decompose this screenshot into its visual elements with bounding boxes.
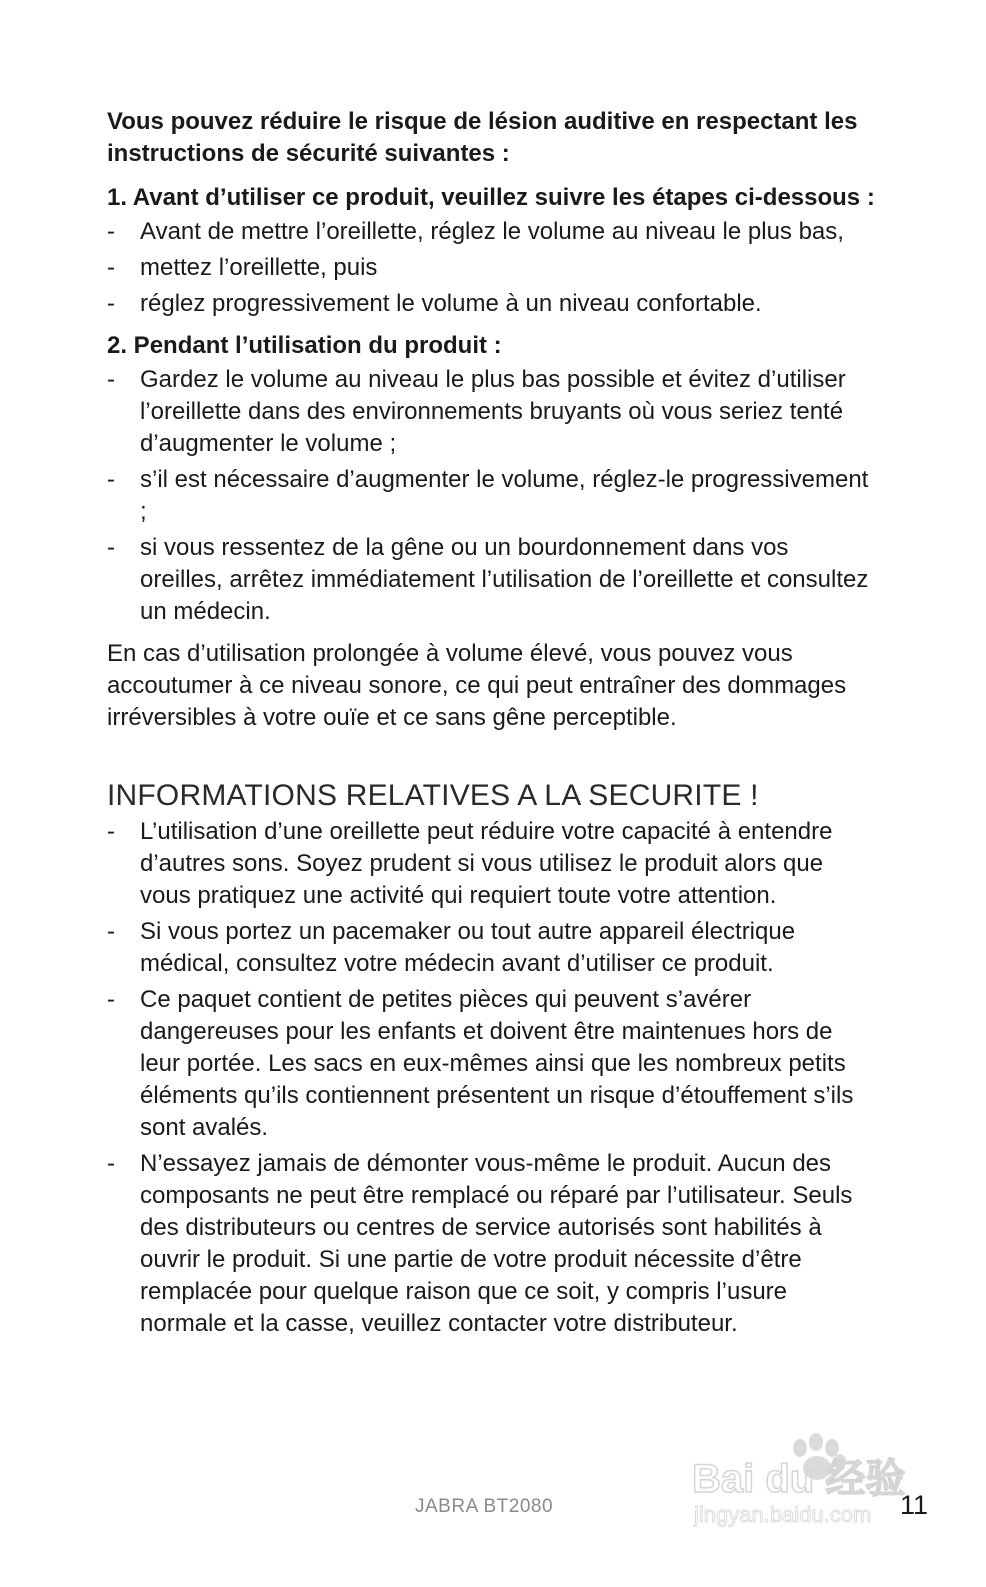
list-item-text: Avant de mettre l’oreillette, réglez le volume au niveau le plus bas, (140, 218, 844, 245)
intro-text: Vous pouvez réduire le risque de lésion auditive en respectant les instructions de sécurité suivantes : (107, 108, 858, 167)
list-item-text: mettez l’oreillette, puis (140, 254, 378, 281)
document-page (107, 106, 875, 1350)
step-2-list (107, 364, 875, 628)
list-item (107, 252, 875, 284)
list-item-text: Ce paquet contient de petites pièces qui peuvent s’avérer dangereuses pour les enfants et doivent être maintenues hors de leur portée. Les sacs en eux-mêmes ainsi que les nombreux petits éléments qu’ils contiennent présentent un risque d’étouffement s’ils sont avalés. (140, 986, 854, 1141)
list-item-text: Gardez le volume au niveau le plus bas possible et évitez d’utiliser l’oreillette dans des environnements bruyants où vous seriez tenté d’augmenter le volume ; (140, 366, 846, 457)
list-item (107, 1148, 875, 1340)
baidu-watermark-logo (690, 1420, 920, 1530)
list-item-text: s’il est nécessaire d’augmenter le volume, réglez-le progressivement ; (140, 466, 869, 525)
bullet-dash: - (107, 218, 115, 245)
footer-product-name: JABRA BT2080 (415, 1496, 554, 1517)
list-item (107, 216, 875, 248)
bullet-dash: - (107, 366, 115, 393)
safety-list (107, 816, 875, 1340)
step-1-heading: 1. Avant d’utiliser ce produit, veuillez suivre les étapes ci-dessous : (107, 184, 875, 211)
watermark-brand-text: Bai du 经验 (692, 1457, 906, 1501)
bullet-dash: - (107, 986, 115, 1013)
safety-section-title: INFORMATIONS RELATIVES A LA SECURITE ! (107, 779, 759, 812)
bullet-dash: - (107, 254, 115, 281)
page-number: 11 (900, 1490, 929, 1520)
list-item-text: Si vous portez un pacemaker ou tout autre appareil électrique médical, consultez votre médecin avant d’utiliser ce produit. (140, 918, 796, 977)
list-item (107, 364, 875, 460)
list-item (107, 816, 875, 912)
list-item (107, 532, 875, 628)
bullet-dash: - (107, 1150, 115, 1177)
list-item-text: si vous ressentez de la gêne ou un bourdonnement dans vos oreilles, arrêtez immédiatement l’utilisation de l’oreillette et consultez un médecin. (140, 534, 869, 625)
bullet-dash: - (107, 918, 115, 945)
list-item (107, 984, 875, 1144)
step-1-list (107, 216, 875, 320)
watermark-url-text: jingyan.baidu.com (694, 1502, 872, 1527)
bullet-dash: - (107, 818, 115, 845)
list-item (107, 464, 875, 528)
list-item (107, 288, 875, 320)
list-item (107, 916, 875, 980)
step-2-heading: 2. Pendant l’utilisation du produit : (107, 332, 502, 359)
warning-paragraph: En cas d’utilisation prolongée à volume élevé, vous pouvez vous accoutumer à ce niveau sonore, ce qui peut entraîner des dommages irréversibles à votre ouïe et ce sans gêne perceptible. (107, 640, 847, 731)
list-item-text: L’utilisation d’une oreillette peut réduire votre capacité à entendre d’autres sons. Soyez prudent si vous utilisez le produit alors que vous pratiquez une activité qui requiert toute votre attention. (140, 818, 833, 909)
list-item-text: réglez progressivement le volume à un niveau confortable. (140, 290, 762, 317)
bullet-dash: - (107, 534, 115, 561)
bullet-dash: - (107, 466, 115, 493)
bullet-dash: - (107, 290, 115, 317)
list-item-text: N’essayez jamais de démonter vous-même le produit. Aucun des composants ne peut être remplacé ou réparé par l’utilisateur. Seuls des distributeurs ou centres de service autorisés sont habilités à ouvrir le produit. Si une partie de votre produit nécessite d’être remplacée pour quelque raison que ce soit, y compris l’usure normale et la casse, veuillez contacter votre distributeur. (140, 1150, 853, 1337)
